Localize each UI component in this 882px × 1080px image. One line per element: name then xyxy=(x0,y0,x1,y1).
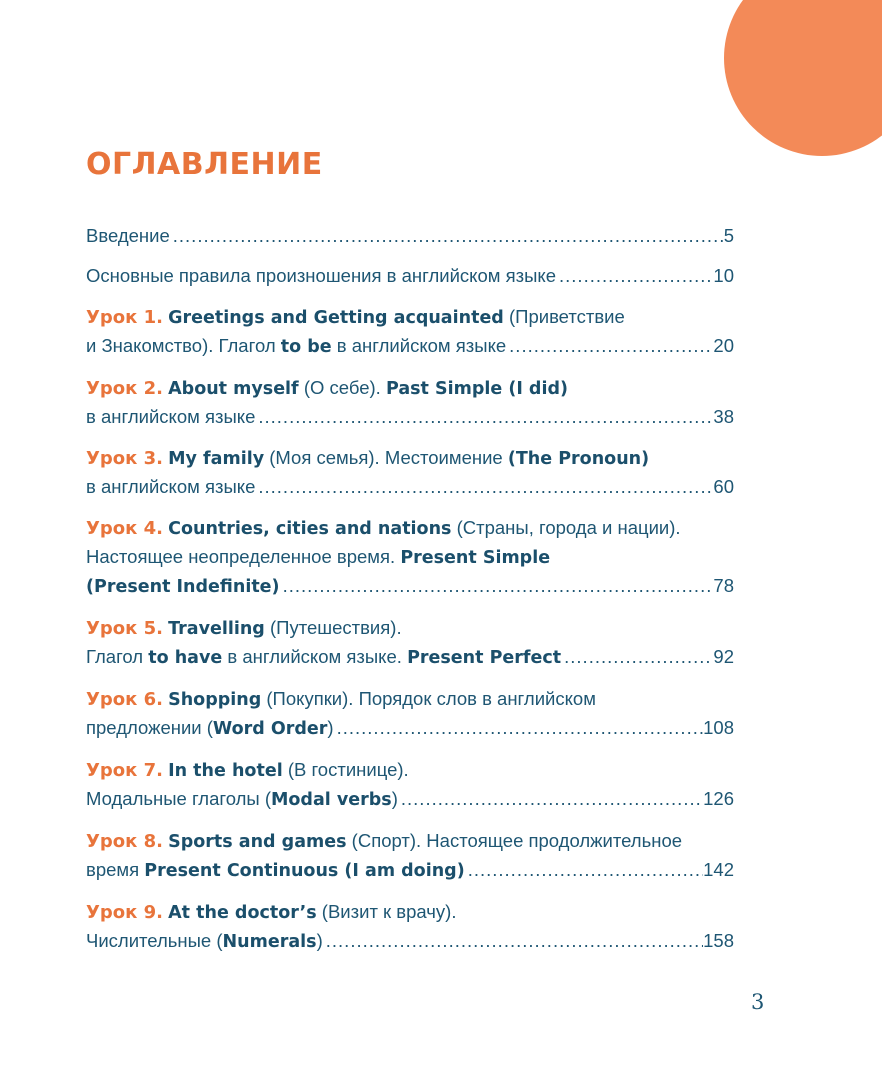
dot-leader xyxy=(255,473,713,501)
lesson-number: Урок 3. xyxy=(86,448,163,469)
grammar-topic: Present Continuous (I am doing) xyxy=(144,861,465,881)
lesson-title-translation: (Путешествия). xyxy=(269,617,402,638)
toc-entry-line xyxy=(86,303,734,332)
dot-leader xyxy=(280,572,714,600)
toc-entry-lesson-6[interactable] xyxy=(86,685,734,743)
grammar-topic: Word Order xyxy=(212,719,328,739)
toc-entry-pronunciation-rules[interactable] xyxy=(86,262,734,290)
toc-entry-line xyxy=(86,898,734,927)
toc-entry-lesson-5[interactable] xyxy=(86,614,734,672)
toc-entry-lesson-1[interactable] xyxy=(86,303,734,361)
toc-entry-lesson-3[interactable] xyxy=(86,444,734,501)
lesson-title-translation: (Спорт). Настоящее продолжительное xyxy=(351,830,683,851)
lesson-title-translation: (Покупки). Порядок слов в английском xyxy=(266,688,596,709)
entry-title xyxy=(86,643,561,672)
lesson-title: Greetings and Getting acquainted xyxy=(168,308,504,328)
entry-text: в английском языке xyxy=(86,476,256,497)
entry-page-number: 5 xyxy=(723,225,734,246)
page-number: 3 xyxy=(751,990,765,1014)
entry-page-number: 78 xyxy=(713,575,734,596)
entry-title xyxy=(86,714,334,743)
entry-page-number: 126 xyxy=(703,788,734,809)
lesson-number: Урок 6. xyxy=(86,689,163,710)
toc-entry-lesson-4[interactable] xyxy=(86,514,734,601)
toc-entry-lesson-9[interactable] xyxy=(86,898,734,956)
grammar-topic: to have xyxy=(148,648,223,668)
toc-entry-line xyxy=(86,927,734,956)
lesson-title: In the hotel xyxy=(168,761,283,781)
entry-text: в английском языке xyxy=(86,406,256,427)
lesson-title-translation: (В гостинице). xyxy=(287,759,409,780)
toc-entry-line xyxy=(86,756,734,785)
lesson-title-translation: (Визит к врачу). xyxy=(321,901,457,922)
lesson-title-translation: (Страны, города и нации). xyxy=(456,517,681,538)
grammar-topic: (Present Indefinite) xyxy=(86,577,280,597)
dot-leader xyxy=(556,262,713,290)
lesson-number: Урок 5. xyxy=(86,618,163,639)
entry-page-number: 92 xyxy=(713,646,734,667)
entry-title xyxy=(86,927,323,956)
toc-entry-line xyxy=(86,572,734,601)
lesson-title: My family xyxy=(168,449,265,469)
entry-text: Числительные ( xyxy=(86,930,223,951)
entry-text: ) xyxy=(327,717,334,738)
entry-title: Введение xyxy=(86,225,170,246)
entry-text: Модальные глаголы ( xyxy=(86,788,271,809)
lesson-number: Урок 4. xyxy=(86,518,163,539)
entry-page-number: 108 xyxy=(703,717,734,738)
entry-title xyxy=(86,785,398,814)
dot-leader xyxy=(334,714,704,742)
entry-page-number: 10 xyxy=(713,265,734,286)
lesson-number: Урок 8. xyxy=(86,831,163,852)
entry-page-number: 142 xyxy=(703,859,734,880)
grammar-topic: Numerals xyxy=(222,932,317,952)
grammar-topic: Present Simple xyxy=(400,548,551,568)
lesson-title-translation: (О себе). xyxy=(303,377,381,398)
grammar-topic: (The Pronoun) xyxy=(507,449,650,469)
entry-text: и Знакомство). Глагол xyxy=(86,335,276,356)
toc-entry-line xyxy=(86,714,734,743)
toc-entry-line xyxy=(86,685,734,714)
toc-entry-lesson-7[interactable] xyxy=(86,756,734,814)
entry-text: время xyxy=(86,859,140,880)
lesson-title: Countries, cities and nations xyxy=(168,519,452,539)
toc-entry-line xyxy=(86,543,734,572)
entry-page-number: 158 xyxy=(703,930,734,951)
toc-entry-introduction[interactable] xyxy=(86,222,734,250)
lesson-number: Урок 9. xyxy=(86,902,163,923)
entry-title xyxy=(86,332,506,361)
grammar-topic: Modal verbs xyxy=(271,790,392,810)
toc-entry-line xyxy=(86,374,734,403)
entry-text: ) xyxy=(316,930,323,951)
toc-entry-line xyxy=(86,614,734,643)
grammar-topic: to be xyxy=(280,337,332,357)
toc-entry-line xyxy=(86,403,734,431)
lesson-number: Урок 1. xyxy=(86,307,163,328)
grammar-topic: Present Perfect xyxy=(407,648,562,668)
toc-entry-line xyxy=(86,222,734,250)
entry-page-number: 38 xyxy=(713,406,734,427)
entry-text: в английском языке. xyxy=(227,646,402,667)
toc-entry-line xyxy=(86,827,734,856)
toc-entry-line xyxy=(86,785,734,814)
entry-text: Настоящее неопределенное время. xyxy=(86,546,396,567)
dot-leader xyxy=(323,927,703,955)
entry-text: Глагол xyxy=(86,646,144,667)
lesson-title-translation: (Приветствие xyxy=(508,306,625,327)
toc-entry-line xyxy=(86,514,734,543)
entry-title xyxy=(86,856,465,885)
entry-text: предложении ( xyxy=(86,717,213,738)
toc-entry-line xyxy=(86,332,734,361)
grammar-topic: Past Simple (I did) xyxy=(385,379,568,399)
lesson-title-translation: (Моя семья). Местоимение xyxy=(269,447,503,468)
toc-entry-lesson-2[interactable] xyxy=(86,374,734,431)
page-title: ОГЛАВЛЕНИЕ xyxy=(86,147,323,182)
toc-entry-line xyxy=(86,643,734,672)
lesson-title: Travelling xyxy=(168,619,265,639)
dot-leader xyxy=(506,332,713,360)
entry-title: Основные правила произношения в английском языке xyxy=(86,265,557,286)
entry-page-number: 20 xyxy=(713,335,734,356)
lesson-title: About myself xyxy=(168,379,299,399)
lesson-number: Урок 7. xyxy=(86,760,163,781)
table-of-contents xyxy=(86,222,734,969)
entry-text: в английском языке xyxy=(336,335,507,356)
decorative-orange-circle xyxy=(724,0,882,156)
lesson-number: Урок 2. xyxy=(86,378,163,399)
dot-leader xyxy=(561,643,713,671)
toc-entry-line xyxy=(86,473,734,501)
toc-entry-line xyxy=(86,856,734,885)
entry-text: ) xyxy=(391,788,398,809)
dot-leader xyxy=(398,785,703,813)
dot-leader xyxy=(465,856,703,884)
lesson-title: At the doctor’s xyxy=(168,903,317,923)
entry-page-number: 60 xyxy=(713,476,734,497)
lesson-title: Shopping xyxy=(168,690,262,710)
lesson-title: Sports and games xyxy=(168,832,347,852)
dot-leader xyxy=(255,403,713,431)
toc-entry-line xyxy=(86,444,734,473)
toc-entry-lesson-8[interactable] xyxy=(86,827,734,885)
dot-leader xyxy=(170,222,724,250)
toc-entry-line xyxy=(86,262,734,290)
